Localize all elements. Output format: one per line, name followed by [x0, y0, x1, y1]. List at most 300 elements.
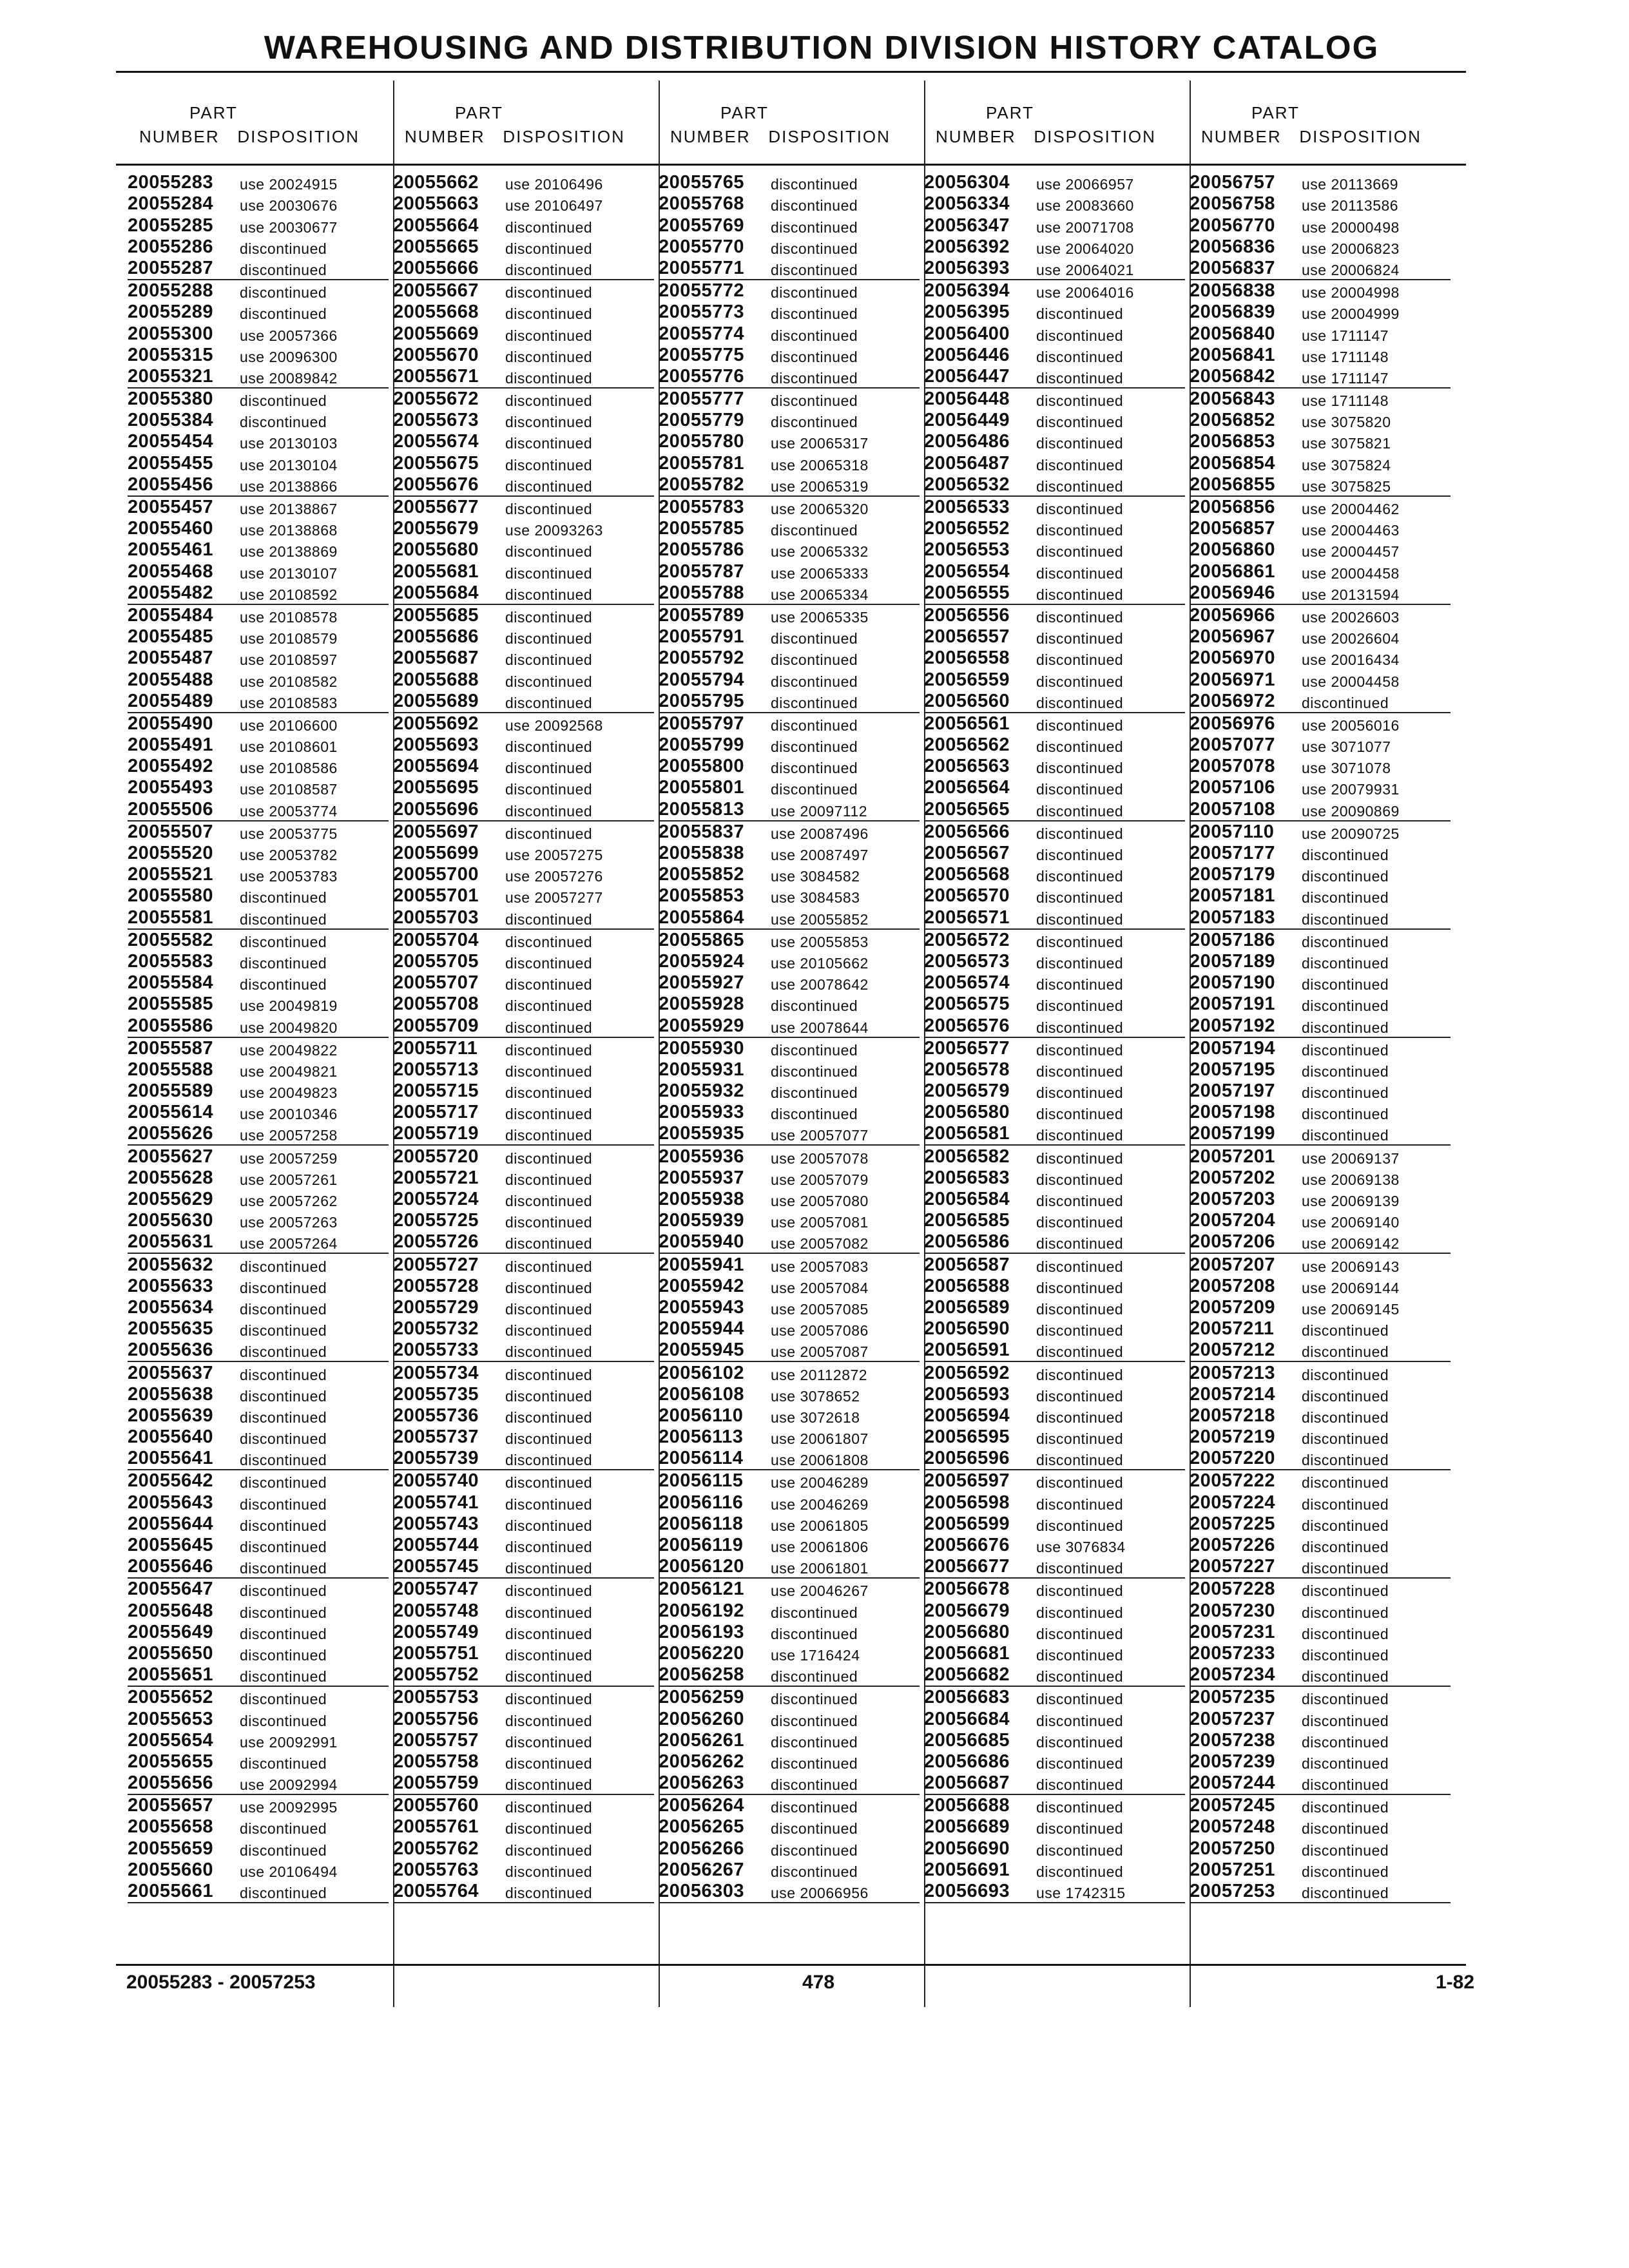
- disposition: use 20131594: [1302, 586, 1400, 603]
- table-row: [659, 193, 920, 215]
- part-number: 20057244: [1190, 1773, 1276, 1794]
- part-number: 20055661: [128, 1881, 214, 1901]
- table-row: [659, 1600, 920, 1621]
- disposition: discontinued: [505, 608, 593, 626]
- part-number: 20056852: [1190, 410, 1276, 431]
- disposition: discontinued: [505, 1863, 593, 1880]
- part-number: 20055672: [393, 389, 479, 410]
- part-number: 20055492: [128, 756, 214, 777]
- column-header-disposition: DISPOSITION: [768, 127, 891, 146]
- table-row: [659, 930, 920, 951]
- part-number: 20055758: [393, 1751, 479, 1772]
- part-number: 20055670: [393, 344, 479, 365]
- table-row: [659, 215, 920, 236]
- part-number: 20056596: [924, 1448, 1010, 1469]
- disposition: discontinued: [505, 456, 593, 474]
- part-number: 20055727: [393, 1254, 479, 1275]
- part-number: 20055636: [128, 1340, 214, 1361]
- catalog-column-3: [659, 172, 920, 1903]
- table-row: [128, 280, 389, 302]
- column-header-part: PART: [455, 103, 503, 122]
- disposition: use 20061806: [771, 1539, 869, 1555]
- table-row: [659, 669, 920, 690]
- part-number: 20056266: [659, 1838, 745, 1859]
- part-number: 20055783: [659, 497, 745, 517]
- table-row: [393, 1643, 654, 1664]
- table-row: [659, 345, 920, 366]
- part-number: 20055651: [128, 1664, 214, 1686]
- table-row: [128, 1276, 389, 1297]
- disposition: discontinued: [1302, 1387, 1389, 1405]
- disposition: use 20065319: [771, 477, 869, 495]
- part-number: 20055800: [659, 756, 745, 777]
- table-row: [659, 822, 920, 843]
- disposition: discontinued: [505, 1452, 593, 1469]
- disposition: discontinued: [1302, 1452, 1389, 1469]
- table-row: [924, 323, 1185, 344]
- table-row: [659, 1384, 920, 1405]
- disposition: discontinued: [505, 543, 593, 561]
- disposition: discontinued: [505, 1279, 593, 1296]
- part-number: 20055708: [393, 994, 479, 1015]
- part-number: 20055935: [659, 1123, 745, 1144]
- table-row: [924, 236, 1185, 258]
- catalog-column-2: [393, 172, 654, 1903]
- part-number: 20056971: [1190, 669, 1276, 690]
- disposition: use 20000498: [1302, 218, 1400, 236]
- part-number: 20056841: [1190, 344, 1276, 365]
- table-row: [1190, 1015, 1451, 1037]
- table-row: [924, 605, 1185, 626]
- table-row: [393, 431, 654, 452]
- table-row: [393, 1168, 654, 1189]
- table-row: [393, 302, 654, 323]
- column-header-1: [139, 103, 397, 147]
- part-number: 20057250: [1190, 1838, 1276, 1859]
- disposition: discontinued: [771, 1733, 858, 1751]
- table-row: [924, 1579, 1185, 1600]
- table-row: [128, 843, 389, 864]
- disposition: discontinued: [240, 1279, 327, 1296]
- part-number: 20055677: [393, 497, 479, 517]
- disposition: use 20108601: [240, 738, 338, 756]
- disposition: use 20065334: [771, 586, 869, 603]
- table-row: [924, 1600, 1185, 1621]
- disposition: discontinued: [1036, 1279, 1124, 1296]
- table-row: [393, 280, 654, 302]
- part-number: 20056575: [924, 994, 1010, 1015]
- table-row: [659, 1556, 920, 1579]
- table-row: [393, 1384, 654, 1405]
- part-number: 20055659: [128, 1838, 214, 1859]
- part-number: 20056567: [924, 843, 1010, 863]
- table-row: [924, 843, 1185, 864]
- part-number: 20055460: [128, 518, 214, 539]
- part-number: 20055688: [393, 669, 479, 690]
- part-number: 20056563: [924, 756, 1010, 777]
- part-number: 20056533: [924, 497, 1010, 517]
- table-row: [1190, 1556, 1451, 1579]
- part-number: 20055321: [128, 365, 214, 387]
- part-number: 20055380: [128, 389, 214, 410]
- part-number: 20057253: [1190, 1881, 1276, 1901]
- table-row: [1190, 561, 1451, 582]
- disposition: discontinued: [505, 305, 593, 323]
- disposition: use 20138869: [240, 543, 338, 561]
- disposition: use 20064016: [1036, 284, 1134, 302]
- part-number: 20055641: [128, 1448, 214, 1469]
- table-row: [924, 452, 1185, 474]
- part-number: 20055786: [659, 539, 745, 561]
- table-row: [1190, 669, 1451, 690]
- table-row: [128, 1730, 389, 1751]
- disposition: discontinued: [1036, 1171, 1124, 1188]
- title-rule: [116, 71, 1466, 73]
- table-row: [924, 539, 1185, 561]
- column-header-part: PART: [189, 103, 238, 122]
- table-row: [128, 1470, 389, 1492]
- table-row: [393, 582, 654, 605]
- table-row: [924, 582, 1185, 605]
- part-number: 20055785: [659, 518, 745, 539]
- table-row: [1190, 1838, 1451, 1859]
- disposition: discontinued: [771, 738, 858, 756]
- disposition: use 20057086: [771, 1322, 869, 1340]
- part-number: 20056120: [659, 1556, 745, 1577]
- table-row: [393, 1622, 654, 1643]
- part-number: 20055461: [128, 539, 214, 561]
- part-number: 20055776: [659, 365, 745, 387]
- table-row: [659, 1340, 920, 1362]
- part-number: 20056861: [1190, 561, 1276, 582]
- disposition: discontinued: [1302, 1582, 1389, 1600]
- table-row: [659, 302, 920, 323]
- disposition: discontinued: [1302, 1474, 1389, 1492]
- part-number: 20056583: [924, 1167, 1010, 1188]
- table-row: [393, 474, 654, 497]
- disposition: use 20065317: [771, 435, 869, 452]
- disposition: discontinued: [1036, 456, 1124, 474]
- table-row: [659, 1730, 920, 1751]
- part-number: 20055647: [128, 1579, 214, 1600]
- catalog-column-4: [924, 172, 1185, 1903]
- table-row: [1190, 1860, 1451, 1881]
- part-number: 20055924: [659, 950, 745, 972]
- table-row: [393, 1664, 654, 1687]
- table-row: [128, 410, 389, 431]
- part-number: 20055770: [659, 236, 745, 257]
- table-row: [128, 1427, 389, 1448]
- disposition: discontinued: [505, 1084, 593, 1102]
- part-number: 20055638: [128, 1383, 214, 1405]
- disposition: use 20057081: [771, 1214, 869, 1231]
- disposition: use 20096300: [240, 348, 338, 365]
- table-row: [1190, 410, 1451, 431]
- part-number: 20055582: [128, 929, 214, 950]
- disposition: discontinued: [1036, 1863, 1124, 1880]
- disposition: discontinued: [240, 240, 327, 257]
- table-row: [128, 518, 389, 539]
- part-number: 20057224: [1190, 1492, 1276, 1513]
- part-number: 20055632: [128, 1254, 214, 1275]
- table-row: [659, 1860, 920, 1881]
- disposition: discontinued: [240, 889, 327, 907]
- disposition: discontinued: [1302, 1430, 1389, 1448]
- part-number: 20055743: [393, 1513, 479, 1534]
- disposition: use 20069143: [1302, 1258, 1400, 1275]
- part-number: 20056568: [924, 864, 1010, 885]
- disposition: use 20053783: [240, 868, 338, 885]
- table-row: [1190, 1081, 1451, 1102]
- part-number: 20056262: [659, 1751, 745, 1772]
- part-number: 20057238: [1190, 1729, 1276, 1751]
- table-row: [1190, 626, 1451, 648]
- disposition: use 20106494: [240, 1863, 338, 1880]
- part-number: 20055736: [393, 1405, 479, 1426]
- disposition: discontinued: [505, 1193, 593, 1209]
- disposition: discontinued: [1302, 847, 1389, 863]
- disposition: use 20071708: [1036, 218, 1134, 236]
- part-number: 20055701: [393, 885, 479, 907]
- disposition: discontinued: [1036, 1041, 1124, 1059]
- part-number: 20057106: [1190, 777, 1276, 798]
- part-number: 20057207: [1190, 1254, 1276, 1275]
- disposition: discontinued: [1036, 1106, 1124, 1123]
- table-row: [393, 1340, 654, 1362]
- table-row: [659, 236, 920, 258]
- table-row: [393, 1146, 654, 1167]
- table-row: [393, 1730, 654, 1751]
- footer-page-number: 478: [802, 1972, 835, 1993]
- table-row: [659, 756, 920, 777]
- disposition: discontinued: [771, 1604, 858, 1621]
- disposition: use 20108587: [240, 781, 338, 798]
- part-number: 20056261: [659, 1729, 745, 1751]
- part-number: 20056853: [1190, 431, 1276, 452]
- disposition: discontinued: [505, 240, 593, 257]
- table-row: [128, 1773, 389, 1795]
- table-row: [659, 1470, 920, 1492]
- disposition: discontinued: [505, 1754, 593, 1772]
- table-row: [924, 1123, 1185, 1146]
- disposition: use 20006824: [1302, 261, 1400, 278]
- table-row: [924, 1210, 1185, 1231]
- part-number: 20055777: [659, 389, 745, 410]
- table-row: [659, 1362, 920, 1383]
- disposition: discontinued: [1036, 1193, 1124, 1209]
- disposition: use 20057085: [771, 1300, 869, 1318]
- part-number: 20056116: [659, 1492, 744, 1513]
- part-number: 20055795: [659, 690, 745, 711]
- disposition: discontinued: [240, 305, 327, 323]
- table-row: [128, 1297, 389, 1318]
- part-number: 20055487: [128, 648, 214, 669]
- disposition: discontinued: [1302, 1322, 1389, 1340]
- table-row: [924, 1751, 1185, 1773]
- disposition: use 20108586: [240, 760, 338, 777]
- table-row: [924, 1816, 1185, 1838]
- table-row: [393, 1556, 654, 1579]
- disposition: discontinued: [1302, 1106, 1389, 1123]
- catalog-column-1: [128, 172, 389, 1903]
- part-number: 20057204: [1190, 1210, 1276, 1231]
- part-number: 20055932: [659, 1081, 745, 1102]
- disposition: discontinued: [505, 1820, 593, 1838]
- disposition: use 20069139: [1302, 1193, 1400, 1209]
- part-number: 20056843: [1190, 389, 1276, 410]
- part-number: 20055627: [128, 1146, 214, 1167]
- table-row: [659, 1751, 920, 1773]
- table-row: [393, 713, 654, 735]
- disposition: use 20106600: [240, 716, 338, 734]
- part-number: 20056837: [1190, 257, 1276, 278]
- disposition: discontinued: [505, 348, 593, 365]
- part-number: 20056110: [659, 1405, 744, 1426]
- disposition: use 20055853: [771, 933, 869, 950]
- part-number: 20056264: [659, 1795, 745, 1816]
- disposition: discontinued: [505, 933, 593, 950]
- table-row: [1190, 1514, 1451, 1535]
- disposition: discontinued: [505, 1495, 593, 1513]
- disposition: discontinued: [1302, 1019, 1389, 1036]
- part-number: 20055760: [393, 1795, 479, 1816]
- disposition: discontinued: [505, 369, 593, 387]
- table-row: [1190, 1405, 1451, 1427]
- disposition: discontinued: [1036, 1517, 1124, 1534]
- part-number: 20056260: [659, 1708, 745, 1729]
- disposition: use 20061808: [771, 1452, 869, 1469]
- disposition: discontinued: [505, 1041, 593, 1059]
- table-row: [1190, 1123, 1451, 1146]
- table-row: [1190, 1231, 1451, 1254]
- part-number: 20056581: [924, 1123, 1010, 1144]
- disposition: discontinued: [240, 1430, 327, 1448]
- part-number: 20055737: [393, 1427, 479, 1448]
- part-number: 20055719: [393, 1123, 479, 1144]
- table-row: [128, 864, 389, 885]
- table-row: [128, 1643, 389, 1664]
- disposition: use 20138868: [240, 522, 338, 539]
- table-row: [128, 1838, 389, 1859]
- table-row: [128, 452, 389, 474]
- table-row: [128, 1231, 389, 1254]
- part-number: 20055687: [393, 648, 479, 669]
- table-row: [393, 885, 654, 907]
- disposition: discontinued: [505, 1604, 593, 1621]
- part-number: 20055762: [393, 1838, 479, 1859]
- disposition: use 20057259: [240, 1149, 338, 1167]
- table-row: [924, 1514, 1185, 1535]
- part-number: 20056686: [924, 1751, 1010, 1772]
- table-row: [128, 1860, 389, 1881]
- disposition: use 20065335: [771, 608, 869, 626]
- disposition: use 1711147: [1302, 327, 1389, 344]
- part-number: 20057077: [1190, 735, 1276, 756]
- table-row: [924, 691, 1185, 713]
- table-row: [1190, 1038, 1451, 1059]
- disposition: discontinued: [1036, 1235, 1124, 1253]
- part-number: 20056487: [924, 452, 1010, 474]
- disposition: use 20057264: [240, 1235, 338, 1253]
- part-number: 20056684: [924, 1708, 1010, 1729]
- disposition: discontinued: [771, 284, 858, 302]
- disposition: discontinued: [1036, 802, 1124, 820]
- part-number: 20055520: [128, 843, 214, 863]
- part-number: 20056115: [659, 1470, 744, 1492]
- disposition: discontinued: [771, 369, 858, 387]
- part-number: 20056576: [924, 1015, 1010, 1036]
- disposition: discontinued: [505, 1430, 593, 1448]
- part-number: 20056486: [924, 431, 1010, 452]
- table-row: [924, 1059, 1185, 1081]
- table-row: [659, 1643, 920, 1664]
- part-number: 20056559: [924, 669, 1010, 690]
- column-header-disposition: DISPOSITION: [503, 127, 625, 146]
- disposition: discontinued: [1302, 694, 1389, 711]
- table-row: [128, 994, 389, 1015]
- table-row: [659, 691, 920, 713]
- disposition: discontinued: [771, 1863, 858, 1880]
- part-number: 20057190: [1190, 972, 1276, 994]
- part-number: 20056532: [924, 474, 1010, 495]
- table-row: [393, 215, 654, 236]
- disposition: discontinued: [505, 218, 593, 236]
- part-number: 20055697: [393, 821, 479, 842]
- table-row: [128, 1664, 389, 1687]
- table-row: [393, 1492, 654, 1513]
- disposition: discontinued: [1036, 976, 1124, 994]
- part-number: 20056687: [924, 1773, 1010, 1794]
- part-number: 20055694: [393, 756, 479, 777]
- part-number: 20057235: [1190, 1687, 1276, 1708]
- part-number: 20057198: [1190, 1102, 1276, 1123]
- table-row: [1190, 1102, 1451, 1123]
- table-row: [924, 777, 1185, 798]
- disposition: discontinued: [1036, 1776, 1124, 1794]
- part-number: 20055852: [659, 864, 745, 885]
- disposition: use 3075825: [1302, 477, 1391, 495]
- table-row: [1190, 822, 1451, 843]
- table-row: [924, 1643, 1185, 1664]
- disposition: use 20049819: [240, 997, 338, 1015]
- part-number: 20057199: [1190, 1123, 1276, 1144]
- disposition: discontinued: [771, 1668, 858, 1686]
- part-number: 20055765: [659, 172, 745, 193]
- part-number: 20056347: [924, 215, 1010, 236]
- disposition: discontinued: [1036, 1084, 1124, 1102]
- disposition: discontinued: [1036, 348, 1124, 365]
- table-row: [1190, 1168, 1451, 1189]
- disposition: discontinued: [1036, 1495, 1124, 1513]
- table-row: [128, 258, 389, 280]
- table-row: [393, 972, 654, 994]
- part-number: 20055614: [128, 1102, 214, 1123]
- disposition: discontinued: [1302, 1560, 1389, 1577]
- part-number: 20055664: [393, 215, 479, 236]
- table-row: [128, 561, 389, 582]
- disposition: discontinued: [1036, 1214, 1124, 1231]
- disposition: discontinued: [1036, 954, 1124, 972]
- disposition: discontinued: [771, 1776, 858, 1794]
- column-header-number: NUMBER: [670, 127, 751, 146]
- table-row: [128, 756, 389, 777]
- table-row: [1190, 1146, 1451, 1167]
- disposition: discontinued: [1036, 564, 1124, 582]
- table-row: [924, 1168, 1185, 1189]
- part-number: 20055775: [659, 344, 745, 365]
- table-row: [1190, 605, 1451, 626]
- table-row: [393, 497, 654, 518]
